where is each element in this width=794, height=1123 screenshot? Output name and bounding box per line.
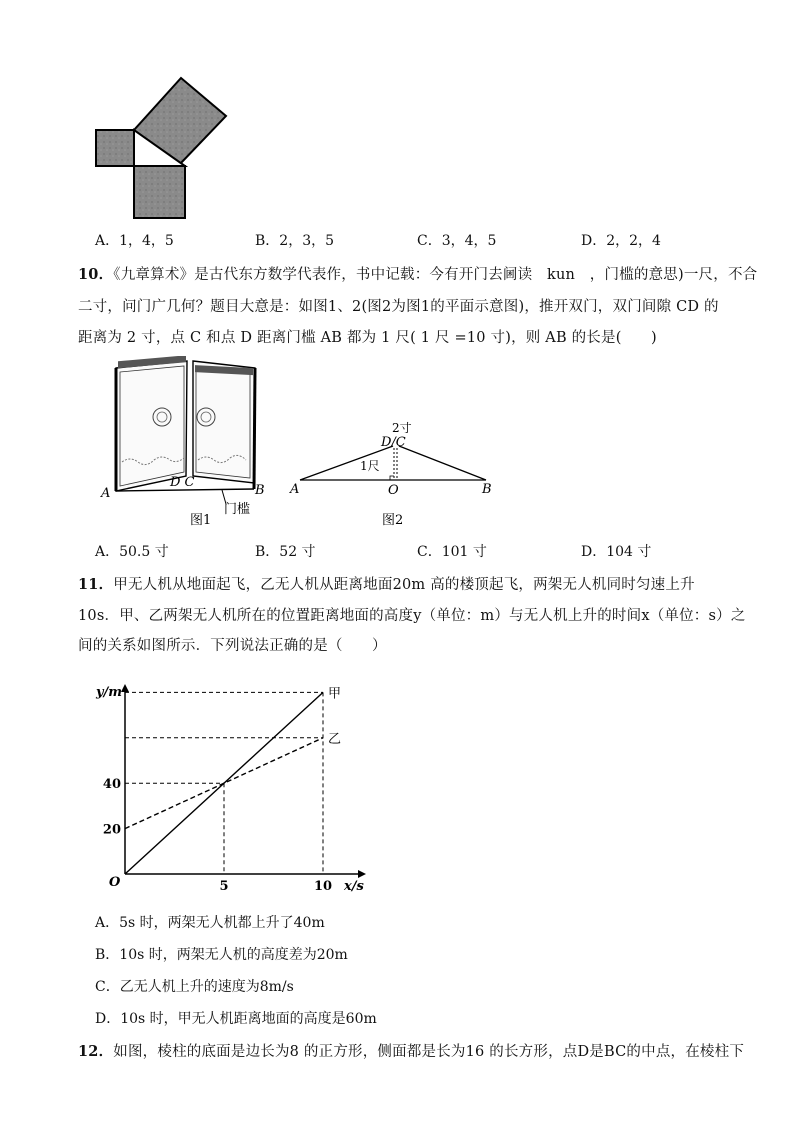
x-tick-label-5: 5 — [219, 879, 229, 894]
q10-option-c[interactable]: C．101 寸 — [417, 544, 487, 560]
x-axis-arrow — [358, 870, 366, 878]
q11-line-3: 间的关系如图所示．下列说法正确的是（ ） — [78, 638, 387, 654]
q11-option-d[interactable]: D．10s 时，甲无人机距离地面的高度是60m — [95, 1011, 377, 1027]
q12-text-1: 如图，棱柱的底面是边长为8 的正方形，侧面都是长为16 的长方形，点D是BC的中点，在棱柱下 — [113, 1044, 745, 1060]
series-label-1: 甲 — [328, 686, 342, 702]
q9-figure — [90, 74, 230, 220]
q11-chart — [90, 678, 380, 898]
fig2-one-chi-label: 1尺 — [360, 459, 380, 473]
q11-option-a[interactable]: A．5s 时，两架无人机都上升了40m — [95, 915, 325, 931]
q9-option-c[interactable]: C．3，4，5 — [417, 233, 497, 249]
q9-option-b[interactable]: B．2，3，5 — [255, 233, 335, 249]
q11-option-b[interactable]: B．10s 时，两架无人机的高度差为20m — [95, 947, 348, 963]
fig1-label-b: B — [255, 483, 265, 498]
q10-line-2: 二寸，问门广几何？题目大意是：如图1、2(图2为图1的平面示意图)，推开双门，双门间隙 CD 的 — [78, 299, 719, 315]
q9-square-left — [96, 130, 134, 166]
q12-number: 12． — [78, 1043, 114, 1060]
q12-line-1 — [78, 1040, 744, 1061]
q11-line-1 — [78, 573, 695, 594]
fig1-label-a: A — [101, 486, 111, 501]
y-tick-label-40: 40 — [102, 777, 121, 793]
series-label-2: 乙 — [328, 731, 342, 747]
q10-line-3: 距离为 2 寸，点 C 和点 D 距离门槛 AB 都为 1 尺( 1 尺 =10 寸)，则 AB 的长是( ) — [78, 330, 657, 346]
origin-label: O — [109, 875, 121, 890]
q10-figure-1 — [98, 356, 288, 534]
q10-line-1 — [78, 263, 757, 284]
q10-number: 10． — [78, 266, 114, 283]
q9-option-a[interactable]: A．1，4，5 — [95, 233, 174, 249]
q10-option-d[interactable]: D．104 寸 — [581, 544, 652, 560]
q9-option-d[interactable]: D．2，2，4 — [581, 233, 661, 249]
q9-square-bottom — [134, 166, 185, 218]
y-tick-label-20: 20 — [102, 822, 121, 838]
fig1-caption: 图1 — [190, 513, 212, 528]
y-axis-label: y/m — [96, 685, 123, 700]
q10-option-b[interactable]: B．52 寸 — [255, 544, 316, 560]
q10-option-a[interactable]: A．50.5 寸 — [95, 544, 169, 560]
q10-figure-2 — [286, 416, 496, 534]
fig2-caption: 图2 — [382, 513, 404, 528]
fig1-label-dc: D C — [170, 475, 195, 490]
q10-text-1: 《九章算术》是古代东方数学代表作，书中记载：今有开门去阃读 kun ，门槛的意思)一尺，不合 — [113, 267, 758, 283]
right-door — [193, 361, 255, 483]
fig1-threshold-label: 门槛 — [224, 502, 251, 517]
fig2-label-a: A — [290, 482, 300, 497]
fig2-dc-label: D/C — [381, 435, 406, 450]
fig2-label-b: B — [482, 482, 492, 497]
q11-line-2: 10s．甲、乙两架无人机所在的位置距离地面的高度y（单位：m）与无人机上升的时间x（单位：s）之 — [78, 608, 746, 624]
x-tick-label-10: 10 — [313, 879, 333, 894]
q11-text-1: 甲无人机从地面起飞，乙无人机从距离地面20m 高的楼顶起飞，两架无人机同时匀速上升 — [113, 577, 695, 593]
q11-number: 11． — [78, 576, 114, 593]
x-axis-label: x/s — [344, 879, 364, 894]
fig2-label-o: O — [388, 483, 399, 498]
fig2-gap-label: 2寸 — [392, 421, 412, 435]
q11-option-c[interactable]: C．乙无人机上升的速度为8m/s — [95, 979, 294, 995]
left-door — [116, 361, 187, 491]
y-axis-arrow — [121, 684, 129, 692]
